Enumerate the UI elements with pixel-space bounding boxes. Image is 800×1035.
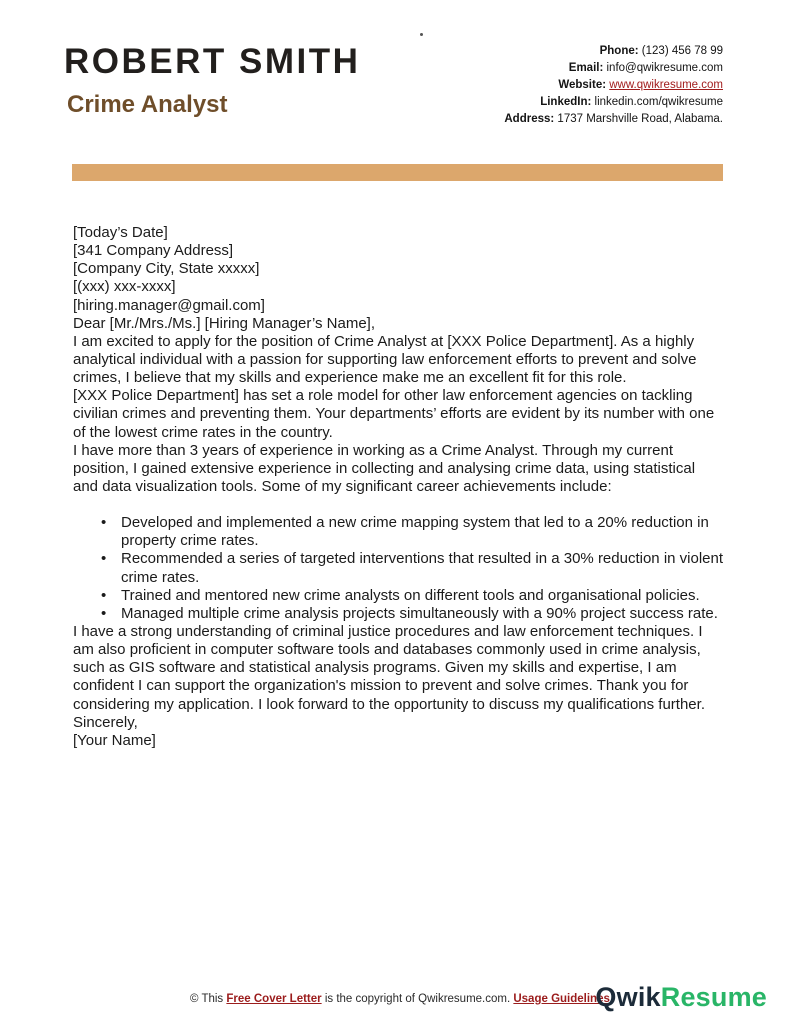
stray-dot-mark xyxy=(420,33,423,36)
copyright-line xyxy=(190,993,610,1005)
achievement-item-4: • Managed multiple crime analysis projects simultaneously with a 90% project success rate. xyxy=(73,605,724,623)
achievement-item-1: • Developed and implemented a new crime mapping system that led to a 20% reduction in property crime rates. xyxy=(73,514,724,550)
letter-body xyxy=(73,224,724,750)
achievement-item-3: • Trained and mentored new crime analysts on different tools and organisational policies. xyxy=(73,587,724,605)
contact-address xyxy=(504,111,723,128)
candidate-name: ROBERT SMITH xyxy=(64,42,361,81)
recipient-address-line: [341 Company Address] xyxy=(73,242,234,260)
paragraph-experience: I have more than 3 years of experience in working as a Crime Analyst. Through my current position, I gained extensive experience in collecting and analysing crime data, using statistical and data visualization tools. Some of my significant career achievements include: xyxy=(73,441,696,495)
achievement-item-2: • Recommended a series of targeted interventions that resulted in a 30% reduction in violent crime rates. xyxy=(73,550,724,586)
recipient-email-line: [hiring.manager@gmail.com] xyxy=(73,296,265,314)
recipient-block xyxy=(73,242,724,315)
copyright-prefix: © This xyxy=(190,993,227,1005)
accent-divider-bar xyxy=(72,164,723,181)
logo-text-resume: Resume xyxy=(660,982,767,1012)
date-placeholder: [Today’s Date] xyxy=(73,224,168,241)
contact-email-label: Email: xyxy=(568,62,604,74)
contact-website-label: Website: xyxy=(558,79,607,91)
contact-linkedin xyxy=(504,94,723,111)
sign-off-block xyxy=(73,714,724,750)
paragraph-department: [XXX Police Department] has set a role model for other law enforcement agencies on tackling civilian crimes and preventing them. Your departments’ efforts are evident by its number with one of the lowest crime rates in the country. xyxy=(73,387,715,441)
website-link[interactable]: www.qwikresume.com xyxy=(609,79,723,91)
paragraph-closing: I have a strong understanding of criminal justice procedures and law enforcement techniques. I am also proficient in computer software tools and databases commonly used in crime analysis, such as GIS software and statistical analysis programs. Given my skills and expertise, I am confident I can support the organization's mission to prevent and solve crimes. Thank you for considering my application. I look forward to the opportunity to discuss my qualifications further. xyxy=(73,622,705,713)
contact-phone-label: Phone: xyxy=(599,45,639,57)
contact-address-value: 1737 Marshville Road, Alabama. xyxy=(557,113,723,125)
recipient-city-line: [Company City, State xxxxx] xyxy=(73,260,260,278)
free-cover-letter-link[interactable]: Free Cover Letter xyxy=(226,993,322,1005)
logo-text-qwik: Qwik xyxy=(595,982,661,1012)
contact-phone-value: (123) 456 78 99 xyxy=(641,45,723,57)
signature-placeholder: [Your Name] xyxy=(73,731,156,749)
recipient-phone-line: [(xxx) xxx-xxxx] xyxy=(73,278,176,296)
salutation: Dear [Mr./Mrs./Ms.] [Hiring Manager’s Name], xyxy=(73,314,376,332)
usage-guidelines-link[interactable]: Usage Guidelines xyxy=(513,993,610,1005)
contact-linkedin-value: linkedin.com/qwikresume xyxy=(594,96,723,108)
contact-email-value: info@qwikresume.com xyxy=(606,62,723,74)
contact-email xyxy=(504,60,723,77)
paragraph-intro: I am excited to apply for the position of Crime Analyst at [XXX Police Department]. As a highly analytical individual with a passion for supporting law enforcement efforts to prevent and solve crimes, I believe that my skills and experience make me an excellent fit for this role. xyxy=(73,332,697,387)
sign-off: Sincerely, xyxy=(73,713,138,731)
contact-block xyxy=(504,43,723,128)
candidate-job-title: Crime Analyst xyxy=(67,91,228,118)
contact-address-label: Address: xyxy=(504,113,555,125)
contact-phone xyxy=(504,43,723,60)
copyright-middle: is the copyright of Qwikresume.com. xyxy=(321,993,514,1005)
achievements-list xyxy=(73,514,724,623)
qwikresume-logo xyxy=(595,982,767,1013)
contact-website xyxy=(504,77,723,94)
contact-linkedin-label: LinkedIn: xyxy=(540,96,592,108)
